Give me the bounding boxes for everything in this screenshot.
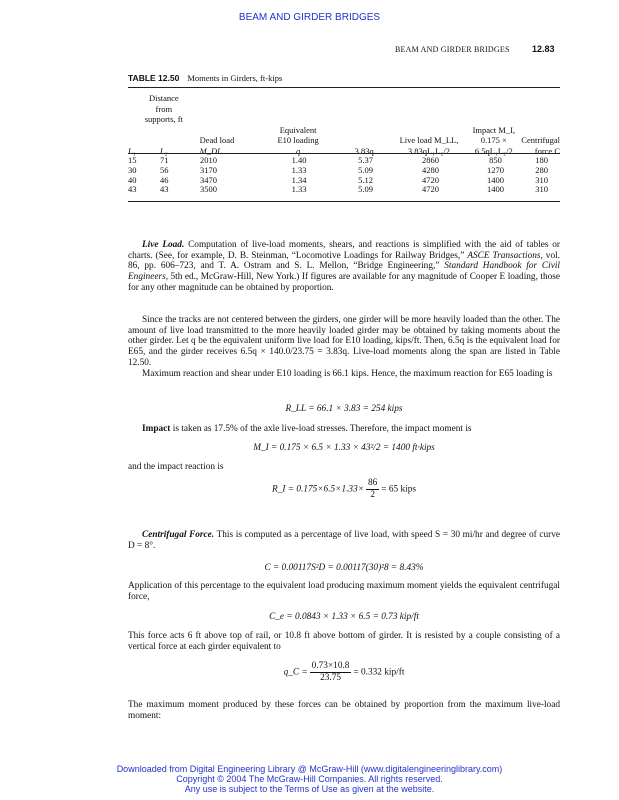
citation-handbook: Standard Handbook for Civil Engineers (128, 261, 560, 283)
application-paragraph: Application of this percentage to the equivalent load producing maximum moment yields the equivalent centrifugal force, (128, 581, 560, 602)
table-row: 15 71 2010 1.40 5.37 2860 850 180 (128, 155, 548, 165)
page-number: 12.83 (532, 44, 555, 54)
centrifugal-paragraph: Centrifugal Force. This is computed as a percentage of live load, with speed S = 30 mi/hr and degree of curve D = 8°. (128, 530, 560, 551)
table-row: 30 56 3170 1.33 5.09 4280 1270 280 (128, 164, 548, 175)
header-l1: L₁ (128, 145, 136, 156)
live-load-paragraph: Live Load. Computation of live-load moments, shears, and reactions is simplified with the aid of tables or charts. (See, for example, D. B. Steinman, “Locomotive Loadings for Railway Bridges,” ASCE Transactions, vol. 86, pp. 606–723, and T. A. Ostram and S. L. Mellon, “Bridge Engineering,” Standard Handbook for Civil Engineers, 5th ed., McGraw-Hill, New York.) If figures are available for any magnitude of Cooper E loading, those for any other magnitude can be obtained by proportion. (128, 240, 561, 293)
header-383q: 3.83q (354, 145, 374, 156)
footer (0, 764, 619, 794)
footer-download-link[interactable]: Downloaded from Digital Engineering Library @ McGraw-Hill (www.digitalengineeringlibrary.com) (116, 764, 503, 774)
equation-ce: C_e = 0.0843 × 1.33 × 6.5 = 0.73 kip/ft (269, 612, 419, 622)
table-row: 43 43 3500 1.33 5.09 4720 1400 310 (128, 184, 548, 195)
header-equivalent: Equivalent E10 loading (277, 124, 319, 145)
header-centrifugal-c: force C (534, 145, 560, 156)
table-caption (128, 73, 282, 83)
tracks-paragraph: Since the tracks are not centered between the girders, one girder will be more heavily loaded than the other. The amount of live load transmitted to the more heavily loaded girder may be obtained by taking moments about the other girder. Let q be the equivalent uniform live load for E10 loading, kips/ft. Then, 6.5q is the equivalent load for E65, and the girder receives 6.5q × 140.0/23.75 = 3.83q. Live-load moments along the span are listed in Table 12.50. (128, 315, 560, 368)
equation-mi: M_I = 0.175 × 6.5 × 1.33 × 43²/2 = 1400 ft·kips (253, 443, 435, 453)
table-top-rule (128, 87, 560, 88)
header-dead-load: Dead load (199, 135, 235, 145)
impact-heading: Impact (142, 424, 171, 434)
table-header (128, 93, 560, 156)
header-mdl: M_DL (199, 145, 222, 156)
table-bottom-rule (128, 201, 560, 202)
header-distance: Distance from supports, ft (144, 93, 183, 124)
fraction-ri: $\frac{86}{2}$ (368, 478, 378, 500)
footer-copyright: Copyright © 2004 The McGraw-Hill Companies. All rights reserved. (176, 774, 443, 784)
header-impact: Impact M_I, 0.175 × (472, 124, 516, 145)
header-live-load: Live load M_LL, (399, 135, 459, 145)
equation-rll: R_LL = 66.1 × 3.83 = 254 kips (285, 404, 403, 414)
top-banner: BEAM AND GIRDER BRIDGES (238, 12, 381, 23)
table-label: TABLE 12.50 (128, 73, 180, 83)
impact-paragraph: Impact is taken as 17.5% of the axle live-load stresses. Therefore, the impact moment is (142, 424, 472, 434)
live-load-heading: Live Load. (142, 240, 185, 250)
running-head-title: BEAM AND GIRDER BRIDGES (395, 45, 510, 54)
impact-reaction-text: and the impact reaction is (128, 462, 224, 472)
header-q: q (296, 145, 301, 156)
equation-c: C = 0.00117S²D = 0.00117(30)²8 = 8.43% (264, 563, 424, 573)
footer-terms: Any use is subject to the Terms of Use as given at the website. (184, 784, 435, 794)
reaction-paragraph: Maximum reaction and shear under E10 loading is 66.1 kips. Hence, the maximum reaction for E65 loading is (142, 369, 553, 379)
header-impact-formula: 6.5qL₁L₂/2 (474, 145, 513, 156)
citation-asce: ASCE Transactions (467, 250, 541, 261)
table-body (128, 156, 560, 195)
header-l2: L₂ (159, 145, 168, 156)
header-centrifugal: Centrifugal (521, 135, 560, 145)
max-moment-paragraph: The maximum moment produced by these forces can be obtained by proportion from the maximum live-load moment: (128, 700, 560, 721)
equation-qc: q_C = $\frac{0.73\times 10.8}{23.75}$ = 0.332 kip/ft (283, 661, 405, 683)
table-row: 40 46 3470 1.34 5.12 4720 1400 310 (128, 174, 548, 185)
centrifugal-heading: Centrifugal Force. (142, 530, 215, 540)
fraction-qc: $\frac{0.73\times 10.8}{23.75}$ (311, 661, 350, 683)
table-mid-rule (128, 153, 560, 154)
force-paragraph: This force acts 6 ft above top of rail, or 10.8 ft above bottom of girder. It is resisted by a couple consisting of a vertical force at each girder equivalent to (128, 631, 560, 652)
table-title: Moments in Girders, ft-kips (187, 73, 283, 83)
header-ll-formula: 3.83qL₁L₂/2 (407, 145, 450, 156)
equation-ri: R_I = 0.175×6.5×1.33× $\frac{86}{2}$ = 65 kips (272, 478, 416, 500)
